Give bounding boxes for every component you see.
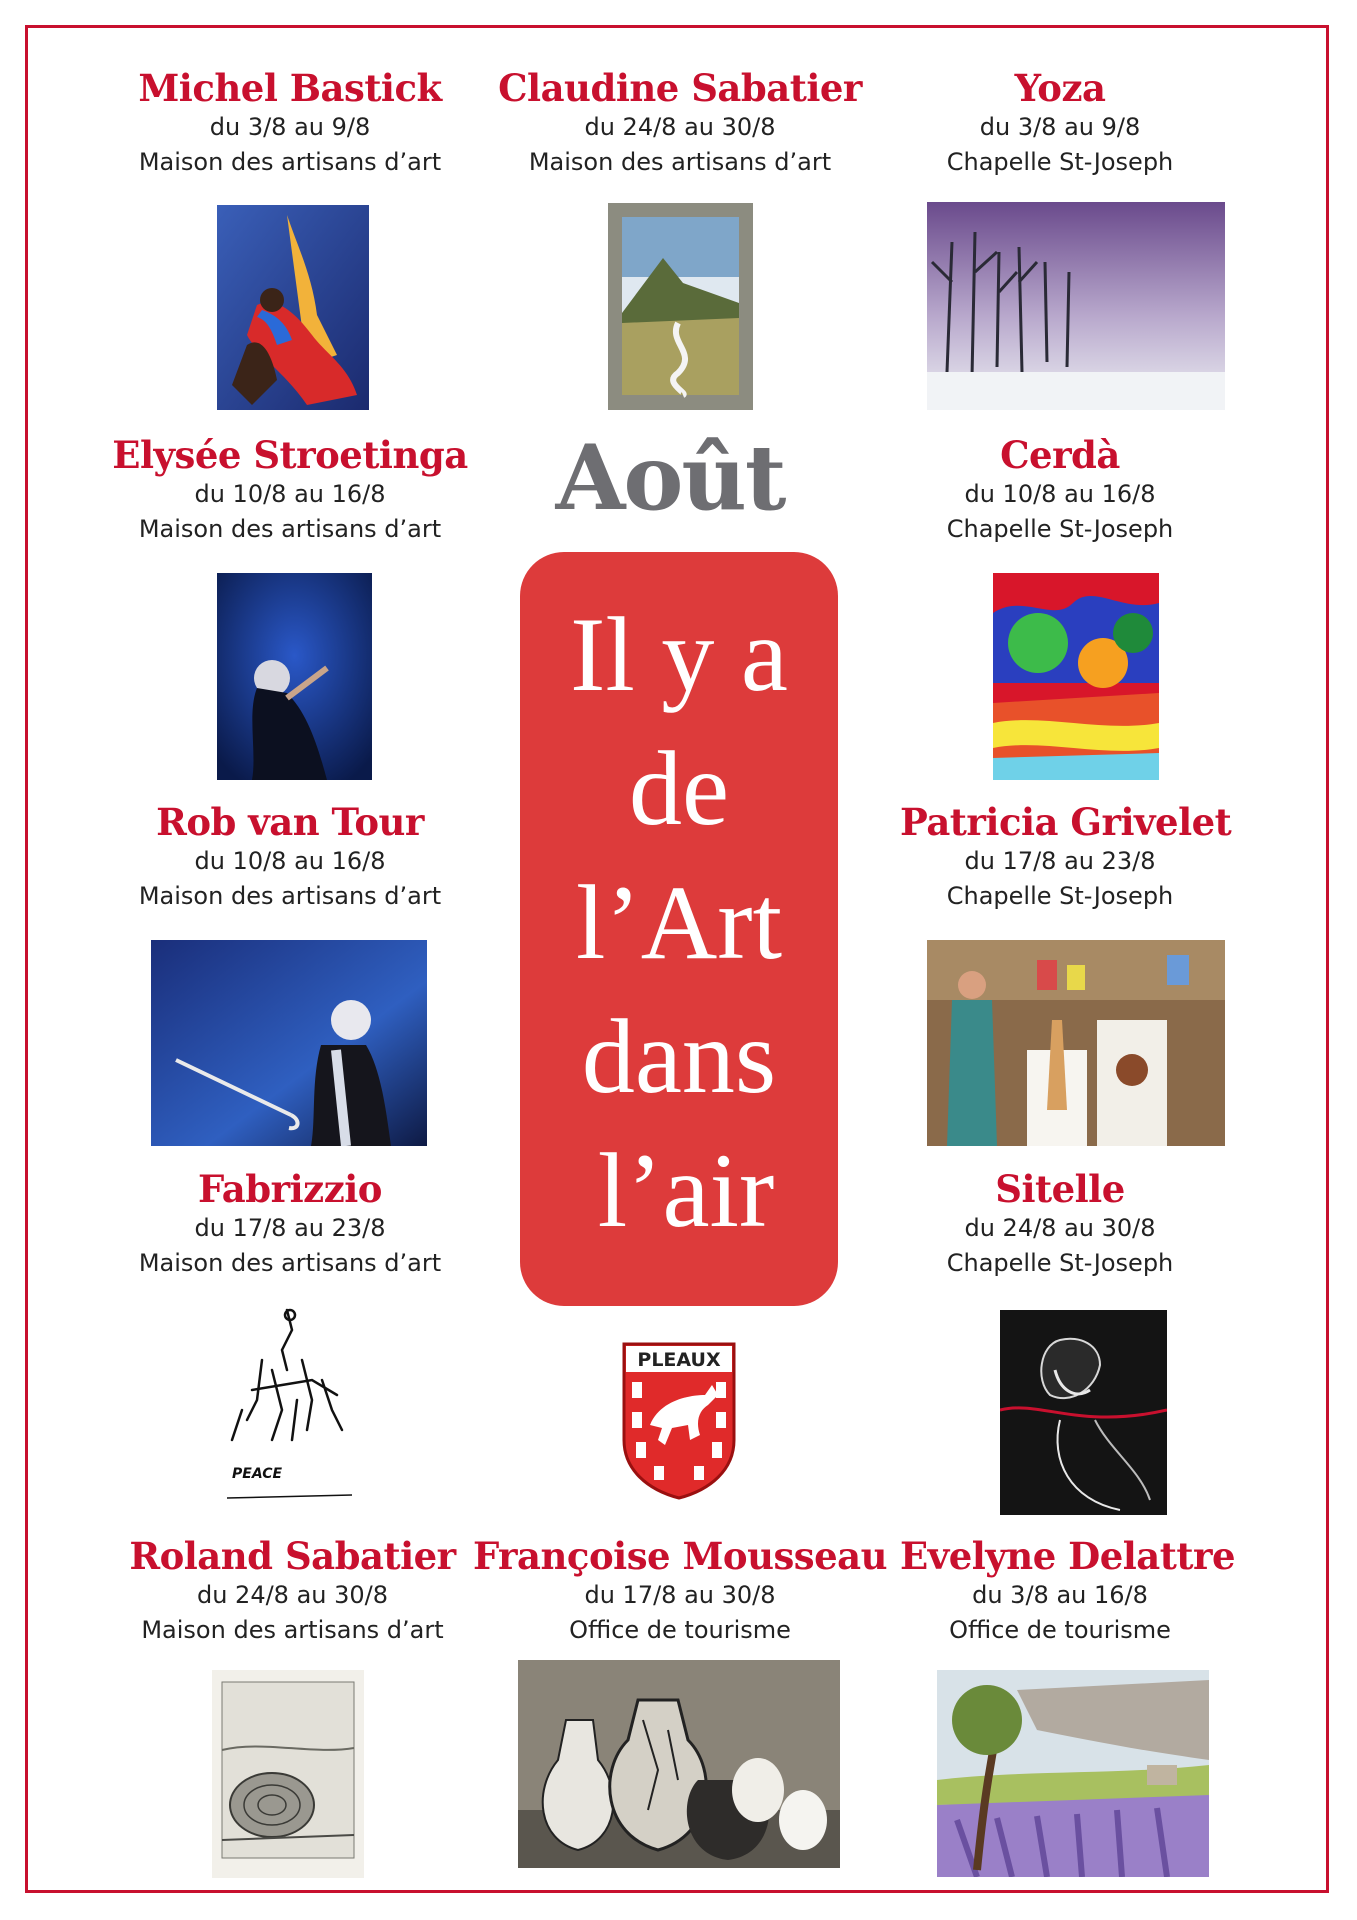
artist-claudine-sabatier	[490, 66, 870, 180]
artist-venue: Office de tourisme	[569, 1616, 791, 1644]
artist-dates: du 24/8 au 30/8	[196, 1581, 389, 1609]
artwork-colorful-landscape	[993, 573, 1159, 780]
artist-dates: du 24/8 au 30/8	[964, 1214, 1156, 1242]
artist-rob-van-tour	[130, 800, 450, 914]
artist-name: Michel Bastick	[138, 66, 442, 110]
artist-venue: Chapelle St-Joseph	[946, 515, 1174, 543]
artist-name: Claudine Sabatier	[498, 66, 862, 110]
artist-venue: Maison des artisans d’art	[528, 148, 832, 176]
artist-sitelle	[900, 1167, 1220, 1281]
artwork-dancers-painting	[217, 205, 369, 410]
artist-name: Sitelle	[995, 1167, 1125, 1211]
artwork-raku-vases	[518, 1660, 840, 1868]
artwork-portrait-drawing	[1000, 1310, 1167, 1515]
title-line-2: de	[628, 730, 730, 847]
artist-venue: Chapelle St-Joseph	[946, 1249, 1174, 1277]
title-line-1: Il y a	[570, 596, 788, 713]
artwork-gallery-photo	[927, 940, 1225, 1146]
title-line-4: dans	[581, 998, 777, 1115]
artist-dates: du 10/8 au 16/8	[194, 480, 386, 508]
artist-francoise-mousseau	[465, 1534, 895, 1648]
artist-dates: du 3/8 au 9/8	[209, 113, 371, 141]
artist-name: Fabrizzio	[198, 1167, 382, 1211]
artist-venue: Maison des artisans d’art	[138, 515, 442, 543]
artist-yoza	[900, 66, 1220, 180]
artwork-ink-sketch-peace	[212, 1300, 372, 1510]
artist-dates: du 3/8 au 16/8	[972, 1581, 1148, 1609]
artist-dates: du 24/8 au 30/8	[584, 113, 776, 141]
artist-name: Elysée Stroetinga	[112, 433, 468, 477]
artist-michel-bastick	[130, 66, 450, 180]
artist-roland-sabatier	[120, 1534, 465, 1648]
artwork-engraving-haybale	[212, 1670, 364, 1878]
poster-title-box	[520, 552, 838, 1306]
artist-fabrizzio	[130, 1167, 450, 1281]
artist-name: Evelyne Delattre	[900, 1534, 1235, 1578]
artist-name: Yoza	[1014, 66, 1106, 110]
artist-name: Rob van Tour	[156, 800, 424, 844]
artist-venue: Maison des artisans d’art	[138, 148, 442, 176]
artist-evelyne-delattre	[900, 1534, 1235, 1648]
artist-name: Patricia Grivelet	[900, 800, 1232, 844]
artist-dates: du 10/8 au 16/8	[194, 847, 386, 875]
artist-name: Roland Sabatier	[129, 1534, 456, 1578]
artist-patricia-grivelet	[900, 800, 1232, 914]
artist-dates: du 17/8 au 23/8	[194, 1214, 386, 1242]
artist-venue: Maison des artisans d’art	[138, 882, 442, 910]
artist-name: Françoise Mousseau	[472, 1534, 888, 1578]
artist-dates: du 17/8 au 30/8	[584, 1581, 776, 1609]
crest-label: PLEAUX	[637, 1349, 721, 1371]
artist-venue: Maison des artisans d’art	[138, 1249, 442, 1277]
artist-elysee-stroetinga	[110, 433, 470, 547]
artwork-mountain-landscape	[608, 203, 753, 410]
artist-name: Cerdà	[1000, 433, 1120, 477]
artist-venue: Office de tourisme	[949, 1616, 1171, 1644]
artist-dates: du 3/8 au 9/8	[979, 113, 1141, 141]
artist-venue: Chapelle St-Joseph	[946, 148, 1174, 176]
title-line-3: l’Art	[575, 864, 783, 981]
artist-cerda	[900, 433, 1220, 547]
title-line-5: l’air	[597, 1132, 775, 1249]
artist-venue: Maison des artisans d’art	[141, 1616, 444, 1644]
poster-month: Août	[555, 425, 785, 531]
artwork-blue-photo-portrait	[217, 573, 372, 780]
pleaux-crest-logo	[620, 1340, 738, 1500]
peace-caption: PEACE	[232, 1466, 283, 1482]
artwork-snowy-trees	[927, 202, 1225, 410]
artist-venue: Chapelle St-Joseph	[946, 882, 1174, 910]
artist-dates: du 17/8 au 23/8	[964, 847, 1156, 875]
artwork-lavender-watercolor	[937, 1670, 1209, 1877]
artwork-performer-with-cane	[151, 940, 427, 1146]
artist-dates: du 10/8 au 16/8	[964, 480, 1156, 508]
